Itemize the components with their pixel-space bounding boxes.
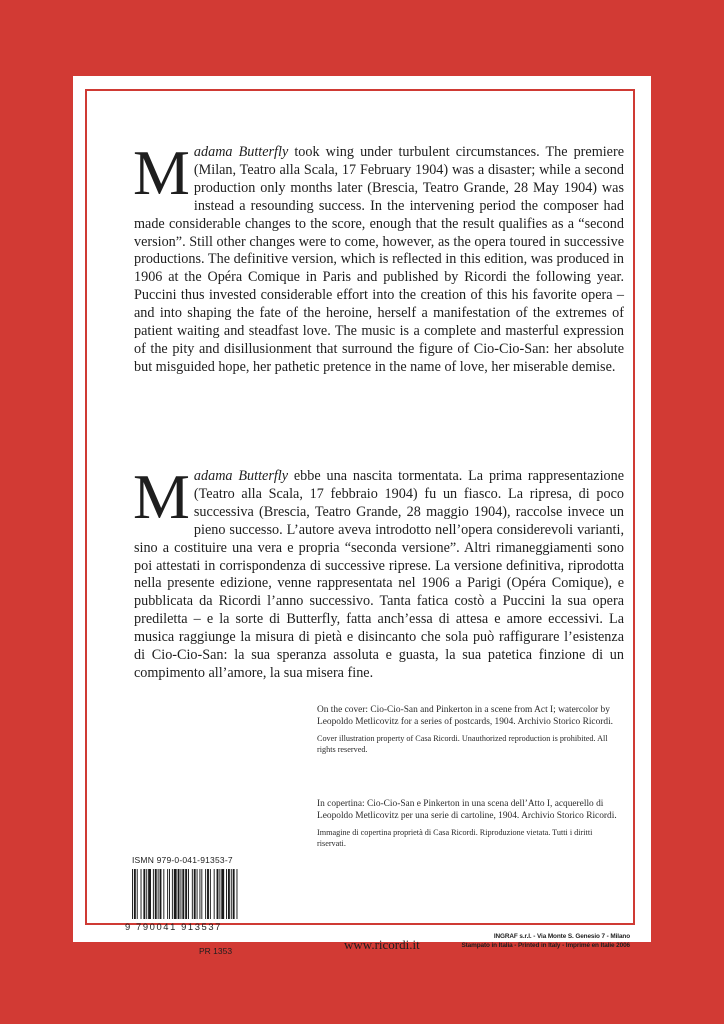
back-cover-page <box>73 76 651 956</box>
cover-note-english <box>317 704 617 755</box>
cover-rights-english: Cover illustration property of Casa Ricordi. Unauthorized reproduction is prohibited. All rights reserved. <box>317 734 608 755</box>
barcode-digits: 9 790041 913537 <box>125 921 222 932</box>
english-dropcap: M <box>133 137 190 208</box>
printer-imprint <box>460 932 630 950</box>
italian-body-text: ebbe una nascita tormentata. La prima rappresentazione (Teatro alla Scala, 17 febbraio 1904) fu un fiasco. La ripresa, di poco successiva (Brescia, Teatro Grande, 28 maggio 1904), raccolse invece un pieno successo. L’autore aveva introdotto nell’opera considerevoli varianti, sino a costituire una vera e propria “seconda versione”. Altri rimaneggiamenti sono poi attestati in corrispondenza di successive riprese. La versione definitiva, riprodotta nella presente edizione, venne rappresentata nel 1906 a Parigi (Opéra Comique), e pubblicata da Ricordi l’anno successivo. Tanta fatica costò a Puccini la sua opera prediletta – e la sorte di Butterfly, fatta anch’essa di attesa e amore eccessivi. La musica raggiunge la misura di pietà e disincanto che sola può raffigurare l’esistenza di Cio-Cio-San: la sua speranza assoluta e guasta, la sua patetica finzione di un compimento all’amore, la sua misera fine. <box>134 468 625 681</box>
english-body-text: took wing under turbulent circumstances. The premiere (Milan, Teatro alla Scala, 17 February 1904) was a disaster; while a second production only months later (Brescia, Teatro Grande, 28 May 1904) was instead a resounding success. In the intervening period the composer had made considerable changes to the score, enough that the result qualifies as a “second version”. Still other changes were to come, however, as the opera toured in successive productions. The definitive version, which is reflected in this edition, was produced in 1906 at the Opéra Comique in Paris and published by Ricordi the following year. Puccini thus invested considerable effort into the creation of this his favorite opera – and into shaping the fate of the heroine, herself a manifestation of the extremes of patient waiting and steadfast love. The music is a complete and masterful expression of the pity and disillusionment that surround the figure of Cio-Cio-San: her absolute but misguided hope, her pathetic pretence in the name of love, her miserable demise. <box>134 144 624 375</box>
red-border-frame <box>85 89 635 956</box>
cover-note-italian <box>317 798 617 849</box>
barcode-graphic <box>131 869 239 919</box>
ismn-number: ISMN 979-0-041-91353-7 <box>132 855 233 865</box>
italian-dropcap: M <box>133 461 190 532</box>
english-opera-title: adama Butterfly <box>193 144 289 160</box>
printer-line-2: Stampato in Italia - Printed in Italy - Imprimé en Italie 2006 <box>461 942 630 949</box>
cover-caption-english: On the cover: Cio-Cio-San and Pinkerton in a scene from Act I; watercolor by Leopoldo Metlicovitz for a series of postcards, 1904. Archivio Storico Ricordi. <box>317 705 614 728</box>
publisher-website[interactable]: www.ricordi.it <box>344 937 420 952</box>
italian-description <box>133 461 625 683</box>
cover-rights-italian: Immagine di copertina proprietà di Casa Ricordi. Riproduzione vietata. Tutti i diritti riservati. <box>317 828 593 849</box>
printer-line-1: INGRAF s.r.l. - Via Monte S. Genesio 7 - Milano <box>493 933 630 940</box>
cover-caption-italian: In copertina: Cio-Cio-San e Pinkerton in una scena dell’Atto I, acquerello di Leopoldo Metlicovitz per una serie di cartoline, 1904. Archivio Storico Ricordi. <box>317 799 617 822</box>
italian-opera-title: adama Butterfly <box>193 468 289 484</box>
english-description <box>133 137 624 377</box>
catalog-number: PR 1353 <box>199 946 233 956</box>
